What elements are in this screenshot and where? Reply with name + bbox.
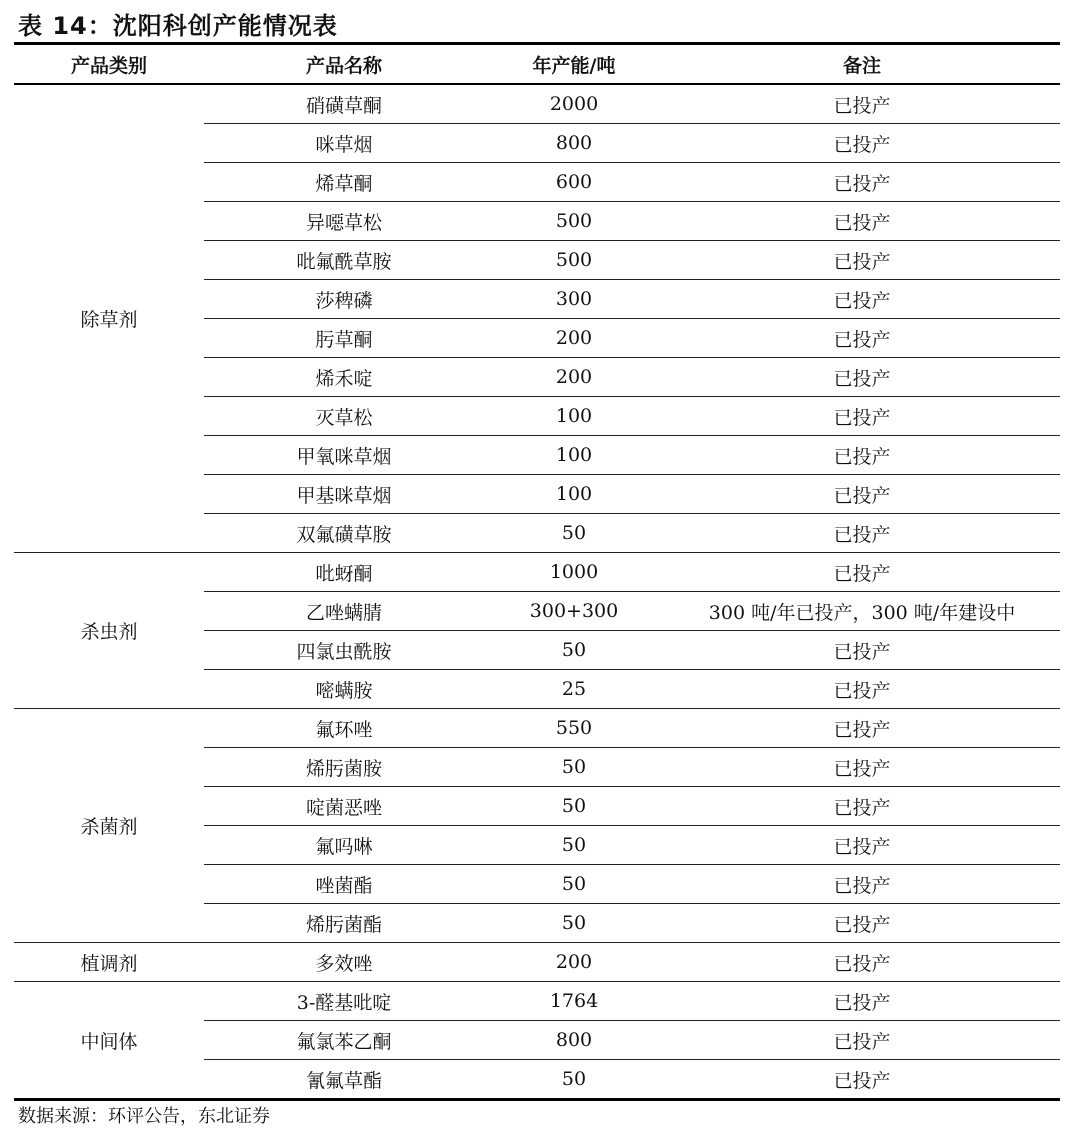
product-name-cell: 莎稗磷 <box>204 280 484 319</box>
header-row <box>14 45 1060 84</box>
remark-cell: 已投产 <box>664 865 1060 904</box>
remark-cell: 已投产 <box>664 982 1060 1021</box>
capacity-cell: 25 <box>484 670 664 709</box>
category-cell: 除草剂 <box>14 84 204 553</box>
capacity-cell: 300 <box>484 280 664 319</box>
remark-cell: 已投产 <box>664 748 1060 787</box>
capacity-cell: 100 <box>484 397 664 436</box>
product-name-cell: 烯肟菌酯 <box>204 904 484 943</box>
capacity-cell: 50 <box>484 514 664 553</box>
product-name-cell: 氟环唑 <box>204 709 484 748</box>
product-name-cell: 氟氯苯乙酮 <box>204 1021 484 1060</box>
table-row <box>14 553 1060 592</box>
capacity-cell: 1000 <box>484 553 664 592</box>
product-name-cell: 咪草烟 <box>204 124 484 163</box>
capacity-cell: 200 <box>484 358 664 397</box>
product-name-cell: 吡蚜酮 <box>204 553 484 592</box>
capacity-cell: 800 <box>484 1021 664 1060</box>
capacity-cell: 200 <box>484 943 664 982</box>
capacity-cell: 50 <box>484 1060 664 1100</box>
table-body <box>14 84 1060 1100</box>
capacity-cell: 300+300 <box>484 592 664 631</box>
capacity-table <box>14 45 1060 1101</box>
product-name-cell: 氟吗啉 <box>204 826 484 865</box>
table-row <box>14 943 1060 982</box>
product-name-cell: 甲氧咪草烟 <box>204 436 484 475</box>
remark-cell: 已投产 <box>664 631 1060 670</box>
product-name-cell: 唑菌酯 <box>204 865 484 904</box>
capacity-cell: 50 <box>484 787 664 826</box>
product-name-cell: 双氟磺草胺 <box>204 514 484 553</box>
remark-cell: 已投产 <box>664 826 1060 865</box>
remark-cell: 已投产 <box>664 475 1060 514</box>
remark-cell: 已投产 <box>664 436 1060 475</box>
header-category: 产品类别 <box>14 45 204 84</box>
capacity-cell: 200 <box>484 319 664 358</box>
product-name-cell: 烯禾啶 <box>204 358 484 397</box>
capacity-cell: 550 <box>484 709 664 748</box>
product-name-cell: 甲基咪草烟 <box>204 475 484 514</box>
header-capacity: 年产能/吨 <box>484 45 664 84</box>
category-cell: 中间体 <box>14 982 204 1100</box>
product-name-cell: 氰氟草酯 <box>204 1060 484 1100</box>
capacity-cell: 50 <box>484 826 664 865</box>
remark-cell: 已投产 <box>664 514 1060 553</box>
remark-cell: 已投产 <box>664 84 1060 124</box>
table-row <box>14 982 1060 1021</box>
capacity-cell: 500 <box>484 202 664 241</box>
remark-cell: 已投产 <box>664 202 1060 241</box>
product-name-cell: 多效唑 <box>204 943 484 982</box>
table-title: 表 14：沈阳科创产能情况表 <box>18 12 338 40</box>
capacity-cell: 50 <box>484 748 664 787</box>
product-name-cell: 四氯虫酰胺 <box>204 631 484 670</box>
product-name-cell: 异噁草松 <box>204 202 484 241</box>
capacity-cell: 100 <box>484 475 664 514</box>
capacity-cell: 1764 <box>484 982 664 1021</box>
capacity-cell: 50 <box>484 904 664 943</box>
category-cell: 杀菌剂 <box>14 709 204 943</box>
remark-cell: 已投产 <box>664 241 1060 280</box>
product-name-cell: 烯草酮 <box>204 163 484 202</box>
remark-cell: 300 吨/年已投产，300 吨/年建设中 <box>664 592 1060 631</box>
product-name-cell: 灭草松 <box>204 397 484 436</box>
product-name-cell: 烯肟菌胺 <box>204 748 484 787</box>
remark-cell: 已投产 <box>664 1021 1060 1060</box>
product-name-cell: 3-醛基吡啶 <box>204 982 484 1021</box>
product-name-cell: 啶菌恶唑 <box>204 787 484 826</box>
capacity-cell: 600 <box>484 163 664 202</box>
capacity-cell: 500 <box>484 241 664 280</box>
capacity-cell: 800 <box>484 124 664 163</box>
remark-cell: 已投产 <box>664 124 1060 163</box>
remark-cell: 已投产 <box>664 280 1060 319</box>
remark-cell: 已投产 <box>664 1060 1060 1100</box>
remark-cell: 已投产 <box>664 787 1060 826</box>
capacity-cell: 50 <box>484 631 664 670</box>
capacity-cell: 100 <box>484 436 664 475</box>
remark-cell: 已投产 <box>664 709 1060 748</box>
product-name-cell: 吡氟酰草胺 <box>204 241 484 280</box>
remark-cell: 已投产 <box>664 163 1060 202</box>
product-name-cell: 硝磺草酮 <box>204 84 484 124</box>
remark-cell: 已投产 <box>664 943 1060 982</box>
remark-cell: 已投产 <box>664 670 1060 709</box>
product-name-cell: 乙唑螨腈 <box>204 592 484 631</box>
category-cell: 杀虫剂 <box>14 553 204 709</box>
header-product: 产品名称 <box>204 45 484 84</box>
capacity-cell: 50 <box>484 865 664 904</box>
source-note: 数据来源：环评公告，东北证券 <box>18 1106 270 1127</box>
product-name-cell: 肟草酮 <box>204 319 484 358</box>
remark-cell: 已投产 <box>664 397 1060 436</box>
capacity-cell: 2000 <box>484 84 664 124</box>
remark-cell: 已投产 <box>664 904 1060 943</box>
remark-cell: 已投产 <box>664 319 1060 358</box>
header-remark: 备注 <box>664 45 1060 84</box>
product-name-cell: 嘧螨胺 <box>204 670 484 709</box>
table-row <box>14 709 1060 748</box>
remark-cell: 已投产 <box>664 358 1060 397</box>
table-row <box>14 84 1060 124</box>
remark-cell: 已投产 <box>664 553 1060 592</box>
category-cell: 植调剂 <box>14 943 204 982</box>
